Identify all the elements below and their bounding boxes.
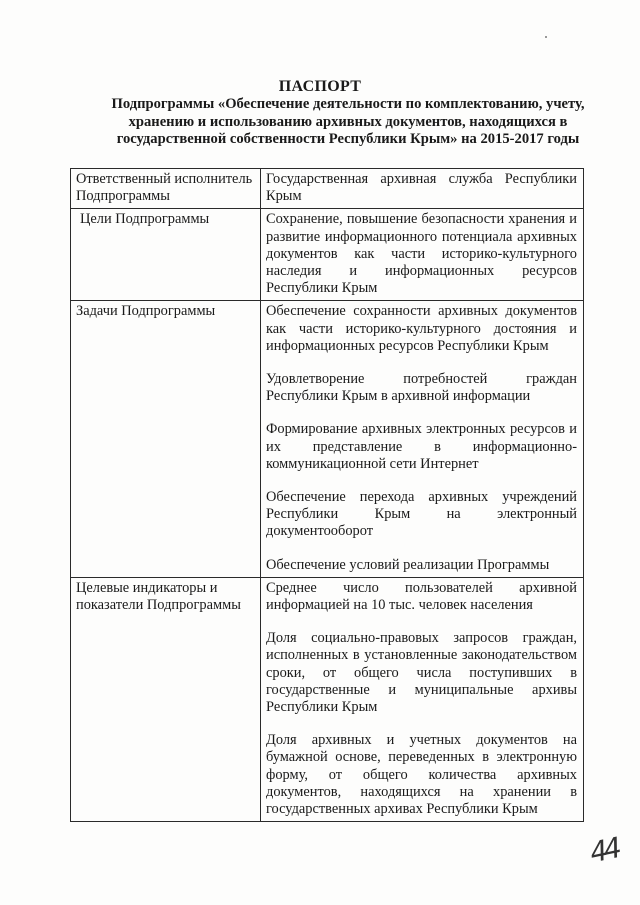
value-paragraph: Доля архивных и учетных документов на бумажной основе, переведенных в электронную форму, от общего количества архивных документов, находящихся на хранении в государственных архивах Республики Крым <box>266 732 577 818</box>
row-value <box>261 577 584 821</box>
table-row-responsible <box>71 169 584 209</box>
value-paragraph: Обеспечение условий реализации Программы <box>266 556 550 573</box>
value-paragraph: Удовлетворение потребностей граждан Республики Крым в архивной информации <box>266 371 577 405</box>
row-value <box>261 301 584 577</box>
scan-speck <box>545 36 547 38</box>
table-row-goals <box>71 209 584 301</box>
value-paragraph: Формирование архивных электронных ресурсов и их представление в информационно-коммуникационной сети Интернет <box>266 421 577 472</box>
row-value <box>261 169 584 209</box>
table-row-tasks <box>71 301 584 577</box>
row-label: Задачи Подпрограммы <box>71 301 261 577</box>
row-label: Ответственный исполнитель Подпрограммы <box>71 169 261 209</box>
row-label: Цели Подпрограммы <box>71 209 261 301</box>
value-paragraph: Среднее число пользователей архивной информацией на 10 тыс. человек населения <box>266 579 577 614</box>
value-paragraph: Сохранение, повышение безопасности хранения и развитие информационного потенциала архивных документов как части историко-культурного наследия и информационных ресурсов Республики Крым <box>266 211 577 297</box>
document-title: ПАСПОРТ <box>278 78 362 95</box>
document-subtitle <box>88 96 608 149</box>
value-paragraph: Государственная архивная служба Республики Крым <box>266 171 577 205</box>
row-value <box>261 209 584 301</box>
handwritten-page-number: 44 <box>586 831 621 870</box>
value-paragraph: Обеспечение перехода архивных учреждений Республики Крым на электронный документооборот <box>266 489 577 540</box>
value-paragraph: Доля социально-правовых запросов граждан, исполненных в установленные законодательством сроки, от общего числа поступивших в государственные и муниципальные архивы Республики Крым <box>266 630 577 716</box>
row-label: Целевые индикаторы и показатели Подпрограммы <box>71 577 261 821</box>
subtitle-line: государственной собственности Республики Крым» на 2015-2017 годы <box>116 131 580 147</box>
subtitle-line: хранению и использованию архивных документов, находящихся в <box>128 113 568 130</box>
passport-table <box>70 168 584 822</box>
subtitle-line: Подпрограммы «Обеспечение деятельности по комплектованию, учету, <box>111 96 585 112</box>
value-paragraph: Обеспечение сохранности архивных документов как части историко-культурного достояния и информационных ресурсов Республики Крым <box>266 303 577 354</box>
table-row-indicators <box>71 577 584 821</box>
